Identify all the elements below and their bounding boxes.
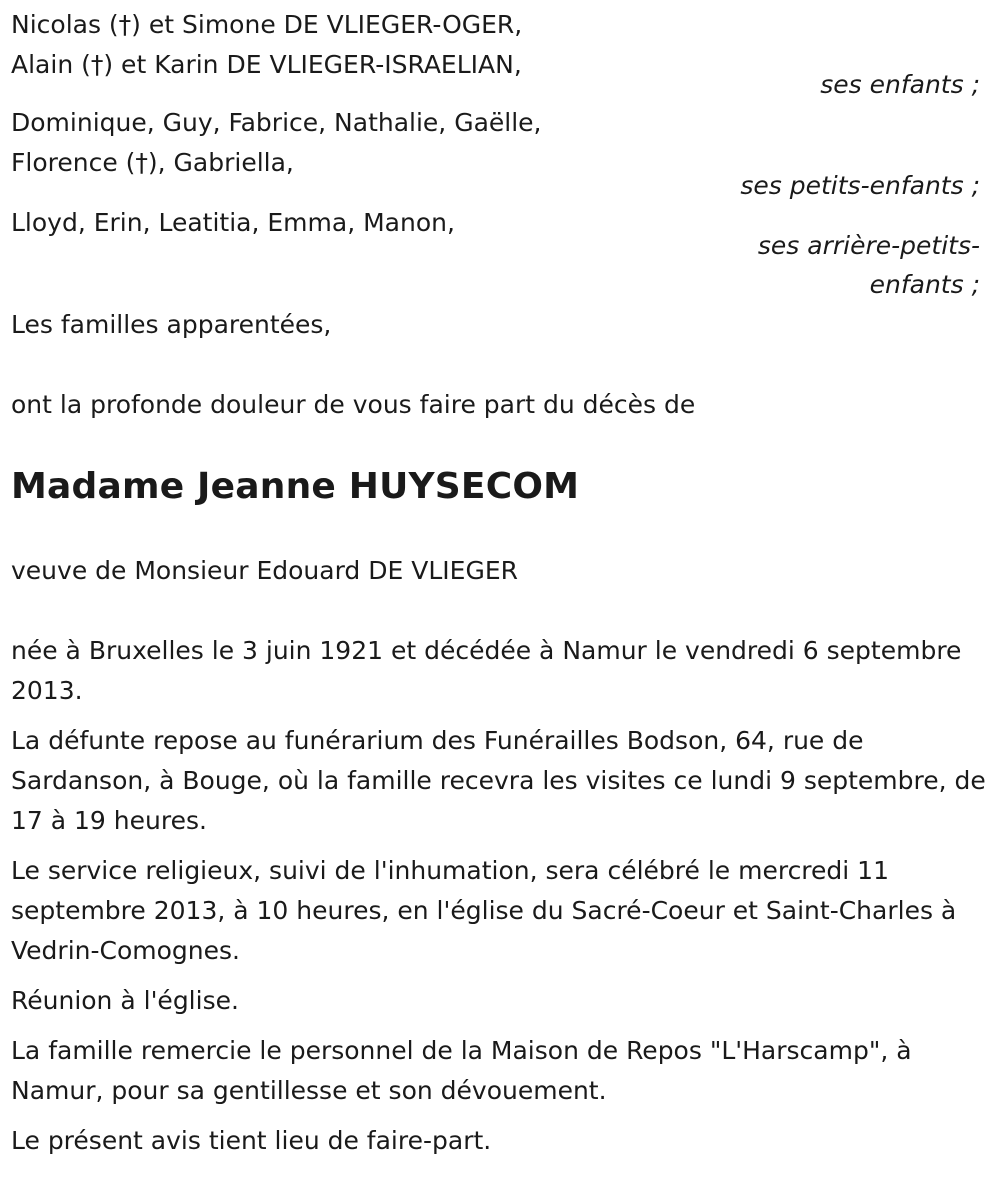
children-line-1: Nicolas (†) et Simone DE VLIEGER-OGER,: [11, 10, 523, 39]
families-line: Les familles apparentées,: [11, 310, 332, 339]
service-paragraph: Le service religieux, suivi de l'inhumation, sera célébré le mercredi 11 septembre 2013, à 10 heures, en l'église du Sacré-Coeur et Saint-Charles à Vedrin-Comognes.: [11, 856, 957, 965]
children-label: ses enfants ;: [820, 70, 980, 99]
widow-of-line: veuve de Monsieur Edouard DE VLIEGER: [11, 556, 518, 585]
birth-death-paragraph: née à Bruxelles le 3 juin 1921 et décédée à Namur le vendredi 6 septembre 2013.: [11, 636, 962, 705]
great-grandchildren-section: [11, 203, 990, 305]
thanks-paragraph: La famille remercie le personnel de la Maison de Repos "L'Harscamp", à Namur, pour sa gentillesse et son dévouement.: [11, 1036, 912, 1105]
children-section: [11, 5, 990, 105]
reunion-paragraph: Réunion à l'église.: [11, 986, 239, 1015]
children-line-2: Alain (†) et Karin DE VLIEGER-ISRAELIAN,: [11, 50, 522, 79]
great-grandchildren-label-1: ses arrière-petits-: [757, 231, 980, 260]
deceased-name: Madame Jeanne HUYSECOM: [11, 466, 580, 507]
great-grandchildren-line-1: Lloyd, Erin, Leatitia, Emma, Manon,: [11, 208, 455, 237]
grandchildren-label: ses petits-enfants ;: [740, 171, 980, 200]
grandchildren-line-2: Florence (†), Gabriella,: [11, 148, 294, 177]
grandchildren-section: [11, 103, 990, 206]
announcement-line: ont la profonde douleur de vous faire part du décès de: [11, 390, 696, 419]
grandchildren-line-1: Dominique, Guy, Fabrice, Nathalie, Gaëlle,: [11, 108, 542, 137]
repose-paragraph: La défunte repose au funérarium des Funérailles Bodson, 64, rue de Sardanson, à Bouge, où la famille recevra les visites ce lundi 9 septembre, de 17 à 19 heures.: [11, 726, 986, 835]
great-grandchildren-label-2: enfants ;: [869, 270, 980, 299]
notice-paragraph: Le présent avis tient lieu de faire-part.: [11, 1126, 492, 1155]
